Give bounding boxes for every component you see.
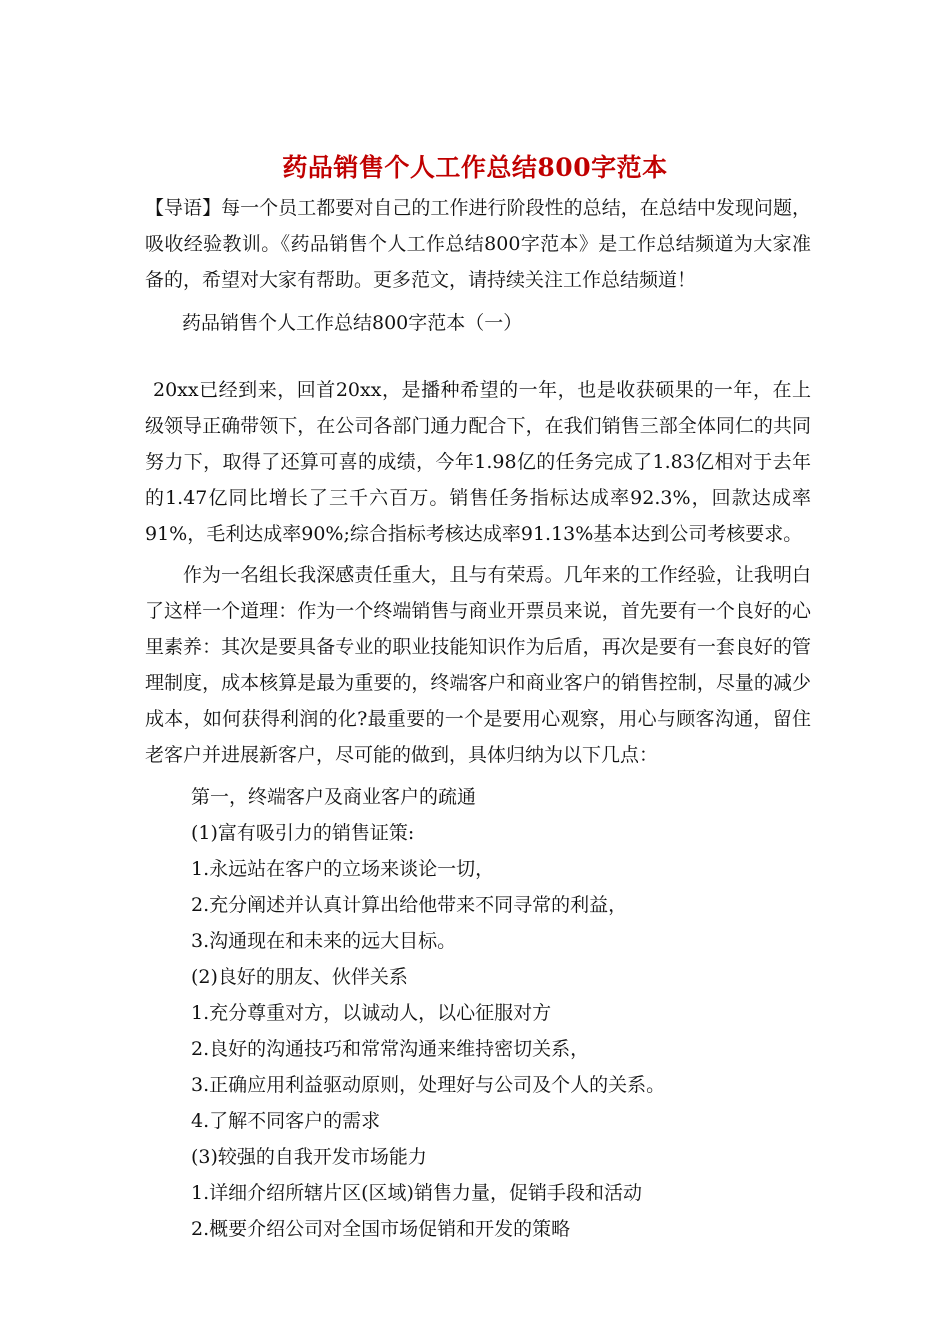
list-item: 3.正确应用利益驱动原则，处理好与公司及个人的关系。 <box>191 1074 666 1096</box>
list-item: 1.详细介绍所辖片区(区域)销售力量，促销手段和活动 <box>191 1182 642 1204</box>
intro-paragraph: 【导语】每一个员工都要对自己的工作进行阶段性的总结，在总结中发现问题，吸收经验教训。《药品销售个人工作总结800字范本》是工作总结频道为大家准备的，希望对大家有帮助。更多范文，请持续关注工作总结频道！ <box>145 197 811 291</box>
body-paragraph-2: 作为一名组长我深感责任重大，且与有荣焉。几年来的工作经验，让我明白了这样一个道理：作为一个终端销售与商业开票员来说，首先要有一个良好的心里素养：其次是要具备专业的职业技能知识作为后盾，再次是要有一套良好的管理制度，成本核算是最为重要的，终端客户和商业客户的销售控制，尽量的减少成本，如何获得利润的化?最重要的一个是要用心观察，用心与顾客沟通，留住老客户并进展新客户，尽可能的做到，具体归纳为以下几点： <box>145 564 811 766</box>
list-item: 2.良好的沟通技巧和常常沟通来维持密切关系， <box>191 1038 590 1060</box>
list-item: 2.概要介绍公司对全国市场促销和开发的策略 <box>191 1218 571 1240</box>
list-item: 1.充分尊重对方，以诚动人，以心征服对方 <box>191 1002 552 1024</box>
body-paragraph-1: 20xx已经到来，回首20xx，是播种希望的一年，也是收获硕果的一年，在上级领导正确带领下，在公司各部门通力配合下，在我们销售三部全体同仁的共同努力下，取得了还算可喜的成绩，今年1.98亿的任务完成了1.83亿相对于去年的1.47亿同比增长了三千六百万。销售任务指标达成率92.3%，回款达成率91%，毛利达成率90%;综合指标考核达成率91.13%基本达到公司考核要求。 <box>145 379 811 545</box>
list-subheading: (2)良好的朋友、伙伴关系 <box>191 966 408 988</box>
document-title: 药品销售个人工作总结800字范本 <box>282 153 668 182</box>
list-subheading: (1)富有吸引力的销售证策: <box>191 822 415 844</box>
list-item: 4.了解不同客户的需求 <box>191 1110 381 1132</box>
list-heading: 第一，终端客户及商业客户的疏通 <box>191 786 477 808</box>
list-item: 2.充分阐述并认真计算出给他带来不同寻常的利益， <box>191 894 628 916</box>
section-subtitle: 药品销售个人工作总结800字范本（一） <box>182 312 523 334</box>
list-subheading: (3)较强的自我开发市场能力 <box>191 1146 427 1168</box>
list-item: 3.沟通现在和未来的远大目标。 <box>191 930 457 952</box>
list-item: 1.永远站在客户的立场来谈论一切， <box>191 858 495 880</box>
